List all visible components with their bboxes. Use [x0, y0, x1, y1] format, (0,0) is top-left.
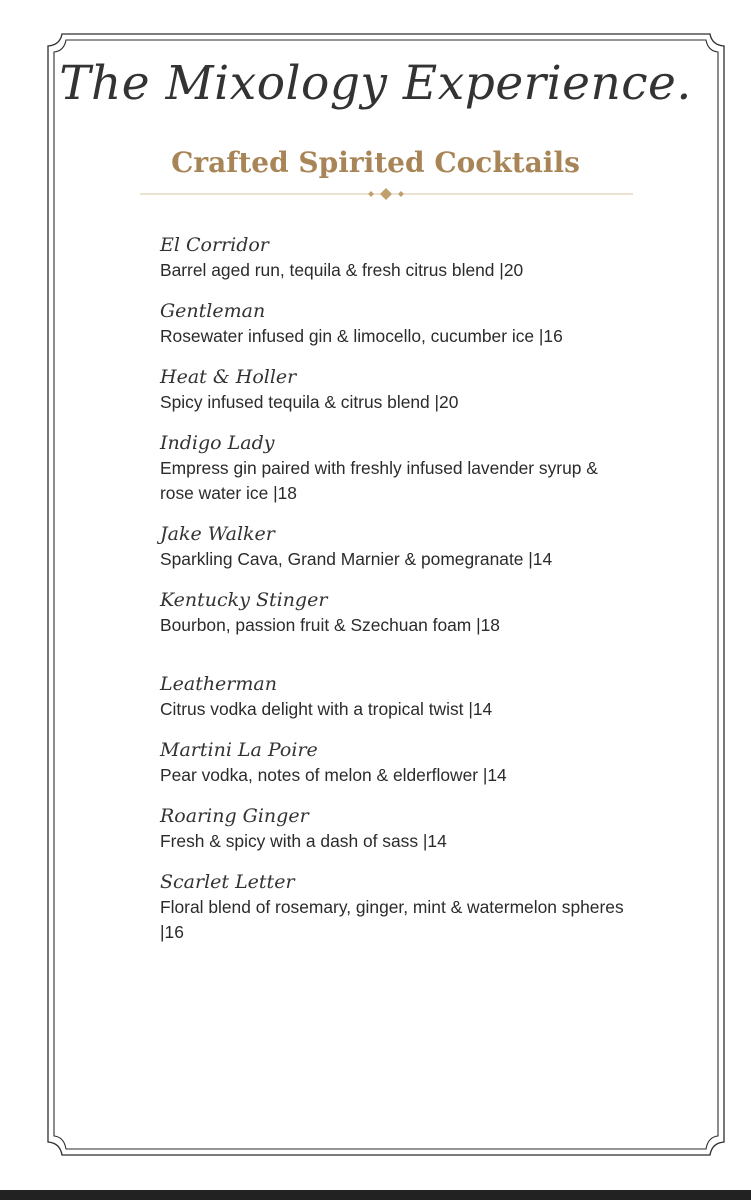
cocktail-name: El Corridor	[160, 234, 269, 256]
diamond-ornament-left-icon	[368, 191, 374, 197]
ornamental-divider	[140, 186, 633, 202]
bottom-edge-bar	[0, 1190, 751, 1200]
menu-item	[160, 737, 630, 788]
cocktail-description: Rosewater infused gin & limocello, cucumber ice |16	[160, 326, 563, 346]
cocktail-name: Jake Walker	[160, 523, 275, 545]
cocktail-description: Floral blend of rosemary, ginger, mint & watermelon spheres |16	[160, 897, 624, 942]
menu-subtitle: Crafted Spirited Cocktails	[171, 146, 580, 179]
menu-item	[160, 298, 630, 349]
cocktail-name: Kentucky Stinger	[160, 589, 328, 611]
menu-item	[160, 430, 630, 506]
cocktail-name: Scarlet Letter	[160, 871, 295, 893]
cocktail-menu-list	[160, 232, 630, 960]
diamond-ornament-right-icon	[398, 191, 404, 197]
cocktail-description: Citrus vodka delight with a tropical twist |14	[160, 699, 493, 719]
cocktail-name: Roaring Ginger	[160, 805, 309, 827]
menu-item	[160, 869, 630, 945]
menu-item	[160, 232, 630, 283]
diamond-ornament-icon	[380, 188, 392, 200]
cocktail-name: Gentleman	[160, 300, 266, 322]
menu-item	[160, 803, 630, 854]
cocktail-description: Sparkling Cava, Grand Marnier & pomegranate |14	[160, 549, 553, 569]
cocktail-description: Bourbon, passion fruit & Szechuan foam |18	[160, 615, 500, 635]
cocktail-description: Fresh & spicy with a dash of sass |14	[160, 831, 447, 851]
menu-item	[160, 364, 630, 415]
cocktail-description: Empress gin paired with freshly infused lavender syrup & rose water ice |18	[160, 458, 598, 503]
cocktail-description: Pear vodka, notes of melon & elderflower |14	[160, 765, 507, 785]
menu-item	[160, 521, 630, 572]
cocktail-name: Martini La Poire	[160, 739, 318, 761]
menu-item	[160, 587, 630, 638]
cocktail-name: Indigo Lady	[160, 432, 275, 454]
cocktail-description: Spicy infused tequila & citrus blend |20	[160, 392, 459, 412]
page-title: The Mixology Experience.	[59, 56, 692, 111]
cocktail-name: Leatherman	[160, 673, 277, 695]
menu-item	[160, 671, 630, 722]
cocktail-name: Heat & Holler	[160, 366, 297, 388]
cocktail-description: Barrel aged run, tequila & fresh citrus blend |20	[160, 260, 524, 280]
